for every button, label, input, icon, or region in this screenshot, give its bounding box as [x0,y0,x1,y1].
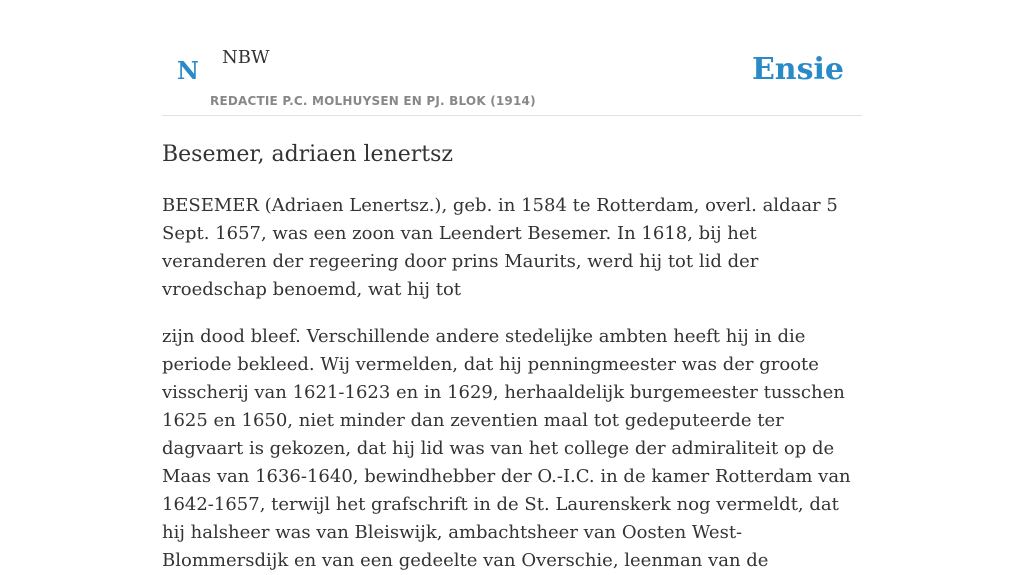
source-subtitle: REDACTIE P.C. MOLHUYSEN EN PJ. BLOK (1914) [210,94,536,108]
page-title: Besemer, adriaen lenertsz [162,142,453,167]
article-body [162,192,862,575]
article-paragraph: zijn dood bleef. Verschillende andere stedelijke ambten heeft hij in die periode bekleed. Wij vermelden, dat hij penningmeester was der groote visscherij van 1621-1623 en in 1629, herhaaldelijk burgemeester tusschen 1625 en 1650, niet minder dan zeventien maal tot gedeputeerde ter dagvaart is gekozen, dat hij lid was van het college der admiraliteit op de Maas van 1636-1640, bewindhebber der O.-I.C. in de kamer Rotterdam van 1642-1657, terwijl het grafschrift in de St. Laurenskerk nog vermeldt, dat hij halsheer was van Bleiswijk, ambachtsheer van Oosten West-Blommersdijk en van een gedeelte van Overschie, leenman van de [162,326,851,571]
article-paragraph: BESEMER (Adriaen Lenertsz.), geb. in 1584 te Rotterdam, overl. aldaar 5 Sept. 1657, was een zoon van Leendert Besemer. In 1618, bij het veranderen der regeering door prins Maurits, werd hij tot lid der vroedschap benoemd, wat hij tot [162,195,838,300]
brand-logo[interactable]: Ensie [751,52,844,87]
site-header [162,0,862,116]
source-name[interactable]: NBW [222,47,270,68]
source-logo-icon[interactable]: N [177,56,199,85]
